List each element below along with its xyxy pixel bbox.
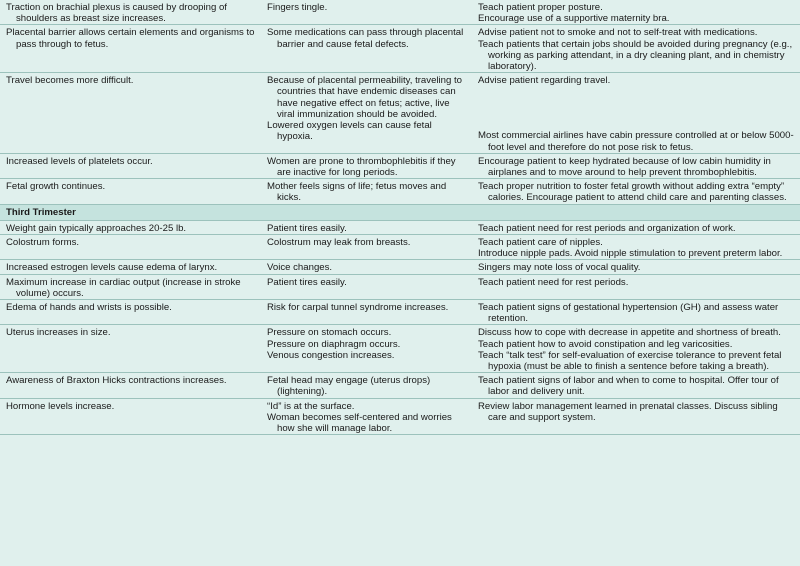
table-row — [0, 153, 800, 178]
intervention-cell: Singers may note loss of vocal quality. — [471, 260, 800, 274]
intervention-cell: Encourage patient to keep hydrated because of low cabin humidity in airplanes and to move around to help prevent thrombophlebitis. — [471, 153, 800, 178]
change-cell: Maximum increase in cardiac output (increase in stroke volume) occurs. — [0, 274, 262, 299]
table-row — [0, 274, 800, 299]
effect-cell: Voice changes. — [262, 260, 471, 274]
intervention-cell: Advise patient regarding travel. Most commercial airlines have cabin pressure controlled at or below 5000-foot level and therefore do not pose risk to fetus. — [471, 73, 800, 154]
effect-cell: Fetal head may engage (uterus drops) (lightening). — [262, 373, 471, 398]
table-row — [0, 398, 800, 435]
change-cell: Increased estrogen levels cause edema of larynx. — [0, 260, 262, 274]
intervention-cell: Teach proper nutrition to foster fetal growth without adding extra “empty” calories. Encourage patient to attend child care and parenting classes. — [471, 179, 800, 204]
effect-cell: Patient tires easily. — [262, 220, 471, 234]
table-row — [0, 260, 800, 274]
change-cell: Placental barrier allows certain elements and organisms to pass through to fetus. — [0, 25, 262, 73]
table-row — [0, 73, 800, 154]
section-header — [0, 204, 800, 220]
table-row — [0, 325, 800, 373]
effect-cell: Women are prone to thrombophlebitis if they are inactive for long periods. — [262, 153, 471, 178]
table-row — [0, 220, 800, 234]
change-cell: Hormone levels increase. — [0, 398, 262, 435]
table-row — [0, 0, 800, 25]
intervention-cell: Teach patient proper posture. Encourage use of a supportive maternity bra. — [471, 0, 800, 25]
intervention-cell: Review labor management learned in prenatal classes. Discuss sibling care and support system. — [471, 398, 800, 435]
intervention-cell: Teach patient need for rest periods. — [471, 274, 800, 299]
change-cell: Uterus increases in size. — [0, 325, 262, 373]
intervention-cell: Teach patient signs of gestational hypertension (GH) and assess water retention. — [471, 300, 800, 325]
change-cell: Colostrum forms. — [0, 235, 262, 260]
effect-cell: Risk for carpal tunnel syndrome increases. — [262, 300, 471, 325]
effect-cell: Patient tires easily. — [262, 274, 471, 299]
change-cell: Edema of hands and wrists is possible. — [0, 300, 262, 325]
intervention-cell: Advise patient not to smoke and not to self-treat with medications. Teach patients that certain jobs should be avoided during pregnancy (e.g., working as parking attendant, in a dry cleaning plant, and in chemistry laboratory). — [471, 25, 800, 73]
intervention-cell: Discuss how to cope with decrease in appetite and shortness of breath. Teach patient how to avoid constipation and leg varicosities. Teach “talk test” for self-evaluation of exercise tolerance to prevent fetal hypoxia (must be able to finish a sentence before taking a breath). — [471, 325, 800, 373]
change-cell: Travel becomes more difficult. — [0, 73, 262, 154]
table-row — [0, 300, 800, 325]
change-cell: Awareness of Braxton Hicks contractions increases. — [0, 373, 262, 398]
intervention-cell: Teach patient need for rest periods and organization of work. — [471, 220, 800, 234]
effect-cell: Because of placental permeability, traveling to countries that have endemic diseases can have negative effect on fetus; active, live viral immunization should be avoided. Lowered oxygen levels can cause fetal hypoxia. — [262, 73, 471, 154]
change-cell: Weight gain typically approaches 20-25 lb. — [0, 220, 262, 234]
effect-cell: Mother feels signs of life; fetus moves and kicks. — [262, 179, 471, 204]
effect-cell: Pressure on stomach occurs. Pressure on diaphragm occurs. Venous congestion increases. — [262, 325, 471, 373]
change-cell: Fetal growth continues. — [0, 179, 262, 204]
effect-cell: Fingers tingle. — [262, 0, 471, 25]
intervention-cell: Teach patient care of nipples. Introduce nipple pads. Avoid nipple stimulation to prevent preterm labor. — [471, 235, 800, 260]
table-row — [0, 179, 800, 204]
effect-cell: “Id” is at the surface. Woman becomes self-centered and worries how she will manage labor. — [262, 398, 471, 435]
section-title: Third Trimester — [0, 204, 800, 220]
intervention-cell: Teach patient signs of labor and when to come to hospital. Offer tour of labor and delivery unit. — [471, 373, 800, 398]
table-row — [0, 373, 800, 398]
table-row — [0, 235, 800, 260]
change-cell: Increased levels of platelets occur. — [0, 153, 262, 178]
effect-cell: Some medications can pass through placental barrier and cause fetal defects. — [262, 25, 471, 73]
effect-cell: Colostrum may leak from breasts. — [262, 235, 471, 260]
change-cell: Traction on brachial plexus is caused by drooping of shoulders as breast size increases. — [0, 0, 262, 25]
table-row — [0, 25, 800, 73]
